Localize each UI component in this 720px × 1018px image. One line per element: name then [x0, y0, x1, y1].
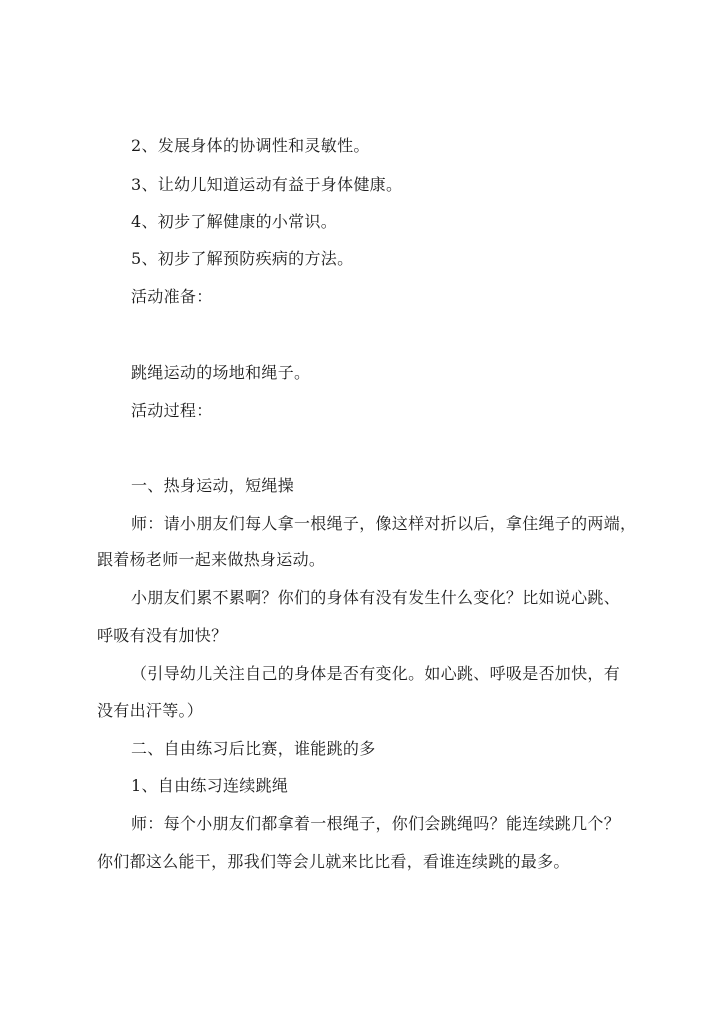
- guidance-note-cont: 没有出汗等。）: [97, 701, 204, 720]
- question-line: 小朋友们累不累啊？你们的身体有没有发生什么变化？比如说心跳、: [131, 588, 621, 607]
- sub-step-heading-practice: 1、自由练习连续跳绳: [131, 776, 289, 795]
- step-heading-warmup: 一、热身运动，短绳操: [131, 476, 295, 495]
- step-heading-competition: 二、自由练习后比赛，谁能跳的多: [131, 739, 376, 758]
- goal-item-5: 5、初步了解预防疾病的方法。: [131, 249, 354, 268]
- teacher-line-1-cont: 跟着杨老师一起来做热身运动。: [97, 550, 326, 569]
- teacher-line-2: 师：每个小朋友们都拿着一根绳子，你们会跳绳吗？能连续跳几个？: [131, 814, 621, 833]
- teacher-line-2-cont: 你们都这么能干，那我们等会儿就来比比看，看谁连续跳的最多。: [97, 852, 570, 871]
- teacher-line-1: 师：请小朋友们每人拿一根绳子，像这样对折以后，拿住绳子的两端，: [131, 514, 637, 533]
- goal-item-2: 2、发展身体的协调性和灵敏性。: [131, 136, 370, 155]
- section-heading-preparation: 活动准备：: [131, 287, 213, 306]
- preparation-text: 跳绳运动的场地和绳子。: [131, 363, 311, 382]
- section-heading-process: 活动过程：: [131, 401, 213, 420]
- guidance-note: （引导幼儿关注自己的身体是否有变化。如心跳、呼吸是否加快，有: [131, 664, 621, 683]
- goal-item-3: 3、让幼儿知道运动有益于身体健康。: [131, 175, 403, 194]
- question-line-cont: 呼吸有没有加快？: [97, 626, 228, 645]
- goal-item-4: 4、初步了解健康的小常识。: [131, 212, 338, 231]
